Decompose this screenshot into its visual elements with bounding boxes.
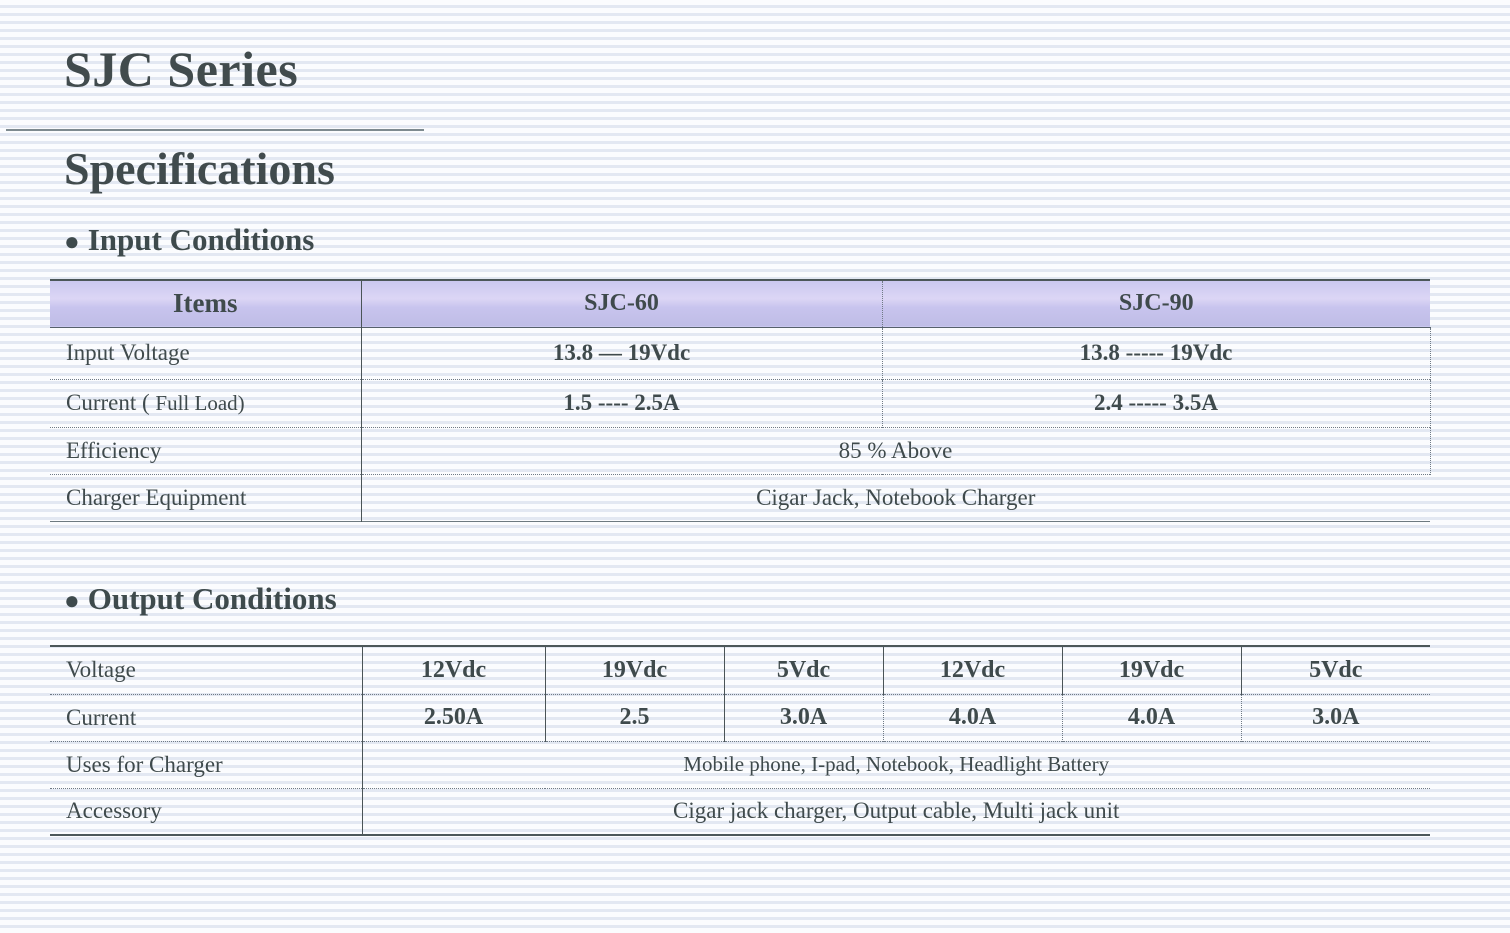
output-voltage-cell: 5Vdc — [1309, 656, 1363, 683]
current-row — [50, 379, 1430, 427]
input-conditions-label: Input Conditions — [87, 222, 315, 257]
output-voltage-cell: 12Vdc — [883, 646, 1062, 694]
input-header-row — [50, 280, 1430, 327]
current-label-full-load: Full Load) — [155, 391, 245, 415]
input-conditions-table — [50, 279, 1431, 522]
header-model-sjc60: SJC-60 — [361, 280, 882, 327]
output-voltage-cell: 19Vdc — [545, 646, 724, 694]
output-conditions-heading — [64, 581, 337, 617]
input-voltage-label: Input Voltage — [50, 327, 361, 379]
current-label — [50, 379, 361, 427]
output-current-row — [50, 694, 1430, 741]
header-model-sjc90: SJC-90 — [1118, 290, 1194, 317]
output-current-cell: 2.5 — [545, 694, 724, 741]
current-sjc90: 2.4 ----- 3.5A — [882, 379, 1430, 427]
header-items: Items — [50, 280, 361, 327]
accessory-row — [50, 788, 1430, 835]
input-conditions-heading — [64, 222, 314, 258]
output-current-cell: 4.0A — [1062, 694, 1241, 741]
input-voltage-sjc90: 13.8 ----- 19Vdc — [882, 327, 1430, 379]
title-divider — [6, 129, 424, 131]
accessory-label: Accessory — [50, 788, 362, 835]
uses-value: Mobile phone, I-pad, Notebook, Headlight Battery — [683, 752, 1110, 776]
charger-equipment-label: Charger Equipment — [50, 474, 361, 521]
input-voltage-row — [50, 327, 1430, 379]
output-voltage-cell: 5Vdc — [724, 646, 883, 694]
efficiency-value: 85 % Above — [361, 427, 1430, 474]
input-voltage-sjc60: 13.8 — 19Vdc — [361, 327, 882, 379]
bullet-icon: ● — [64, 586, 80, 615]
output-current-cell: 3.0A — [1312, 704, 1360, 730]
efficiency-row — [50, 427, 1430, 474]
current-sjc60: 1.5 ---- 2.5A — [361, 379, 882, 427]
output-voltage-cell: 19Vdc — [1062, 646, 1241, 694]
output-current-cell: 4.0A — [883, 694, 1062, 741]
output-current-label: Current — [50, 694, 362, 741]
output-voltage-cell: 12Vdc — [362, 646, 545, 694]
uses-row — [50, 741, 1430, 788]
charger-equipment-row — [50, 474, 1430, 521]
current-label-main: Current ( — [66, 390, 150, 415]
specifications-title: Specifications — [64, 143, 335, 194]
output-voltage-label: Voltage — [50, 646, 362, 694]
output-conditions-label: Output Conditions — [87, 581, 337, 616]
efficiency-label: Efficiency — [50, 427, 361, 474]
output-current-cell: 2.50A — [362, 694, 545, 741]
output-current-cell: 3.0A — [724, 694, 883, 741]
series-title: SJC Series — [64, 41, 299, 97]
charger-equipment-value: Cigar Jack, Notebook Charger — [756, 484, 1036, 510]
output-conditions-table — [50, 645, 1430, 836]
output-voltage-row — [50, 646, 1430, 694]
bullet-icon: ● — [64, 227, 80, 256]
uses-label: Uses for Charger — [50, 741, 362, 788]
accessory-value: Cigar jack charger, Output cable, Multi jack unit — [673, 798, 1120, 824]
